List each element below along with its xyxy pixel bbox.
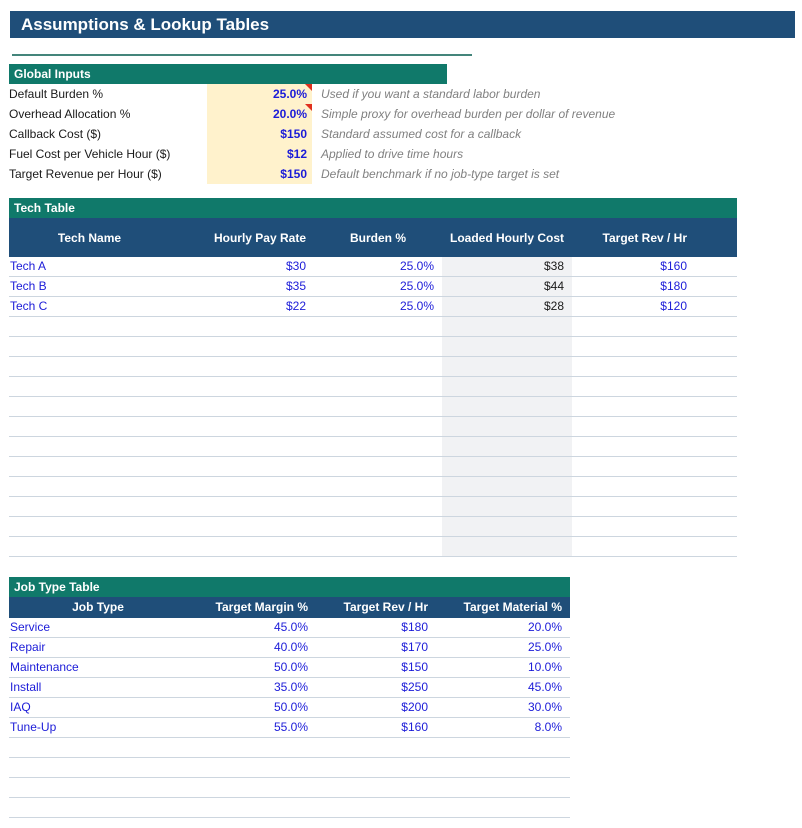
input-label: Default Burden % [9,87,104,101]
table-cell[interactable]: 25.0% [399,259,434,273]
empty-cell [695,457,728,476]
empty-cell [316,738,436,757]
empty-cell [170,537,314,556]
empty-cell [695,357,728,376]
empty-cell [314,497,442,516]
input-note: Simple proxy for overhead burden per dollar of revenue [321,107,616,121]
empty-cell [442,397,572,416]
empty-cell [572,457,695,476]
empty-row [9,758,570,778]
table-cell[interactable]: 25.0% [527,640,562,654]
empty-cell [695,377,728,396]
empty-cell [314,357,442,376]
global-input-row [9,84,789,104]
empty-cell [695,317,728,336]
tech-table-header-target-rev-hr: Target Rev / Hr [602,230,687,245]
empty-row [9,337,737,357]
input-value-cell[interactable]: $150 [207,164,312,184]
empty-cell [170,457,314,476]
tech-table-row [9,277,737,297]
empty-cell [187,758,316,777]
empty-row [9,317,737,337]
tech-table-header-loaded-hourly-cost: Loaded Hourly Cost [449,230,564,245]
table-cell[interactable]: $30 [285,259,306,273]
table-cell[interactable]: $200 [401,700,428,714]
tech-table-section-header: Tech Table [9,198,737,218]
table-cell[interactable]: $250 [401,680,428,694]
empty-cell [442,477,572,496]
tech-table-section [9,198,737,557]
job-type-table-section [9,577,570,818]
empty-cell [9,357,170,376]
table-cell[interactable]: 30.0% [527,700,562,714]
empty-cell [9,337,170,356]
global-input-row [9,124,789,144]
empty-cell [314,417,442,436]
empty-row [9,778,570,798]
tech-table-row [9,257,737,277]
input-note: Applied to drive time hours [321,147,464,161]
table-cell[interactable]: 20.0% [527,620,562,634]
table-cell[interactable]: Tech C [10,299,48,313]
table-cell[interactable] [695,277,728,296]
empty-cell [9,317,170,336]
table-cell[interactable]: $120 [660,299,687,313]
empty-cell [187,738,316,757]
table-cell[interactable]: 45.0% [527,680,562,694]
table-cell[interactable]: $160 [660,259,687,273]
input-value-cell[interactable]: 20.0% [207,104,312,124]
global-input-row [9,104,789,124]
empty-cell [442,517,572,536]
empty-cell [442,337,572,356]
input-value-cell[interactable]: $12 [207,144,312,164]
empty-cell [316,758,436,777]
job-table-header-target-margin: Target Margin % [215,600,308,614]
job-table-row [9,658,570,678]
empty-cell [572,337,695,356]
comment-indicator-icon [305,84,312,91]
table-cell[interactable]: Maintenance [10,660,79,674]
global-input-row [9,144,789,164]
input-label: Overhead Allocation % [9,107,131,121]
job-table-row [9,678,570,698]
global-inputs-rows [9,84,789,184]
tech-table-header-row [9,218,737,257]
job-table-row [9,718,570,738]
empty-cell [695,437,728,456]
table-cell[interactable]: Tune-Up [10,720,57,734]
empty-row [9,798,570,818]
table-cell[interactable] [695,257,728,276]
empty-cell [314,517,442,536]
comment-indicator-icon [305,104,312,111]
empty-cell [442,537,572,556]
empty-cell [9,457,170,476]
tech-table-header-tech-name: Tech Name [57,230,122,245]
empty-cell [695,477,728,496]
empty-cell [170,377,314,396]
empty-cell [436,758,570,777]
job-table-header-job-type: Job Type [72,600,124,614]
empty-cell [170,397,314,416]
empty-cell [436,798,570,817]
table-cell[interactable]: $38 [442,257,572,276]
empty-row [9,377,737,397]
empty-cell [442,417,572,436]
empty-row [9,437,737,457]
input-note: Standard assumed cost for a callback [321,127,522,141]
input-label: Target Revenue per Hour ($) [9,167,162,181]
empty-cell [314,397,442,416]
empty-cell [170,317,314,336]
table-cell[interactable]: 35.0% [273,680,308,694]
empty-cell [572,497,695,516]
empty-cell [187,778,316,797]
empty-cell [9,758,187,777]
empty-cell [9,377,170,396]
empty-cell [572,357,695,376]
table-cell[interactable]: $180 [401,620,428,634]
table-cell[interactable] [695,297,728,316]
empty-cell [170,437,314,456]
empty-cell [572,537,695,556]
empty-cell [9,738,187,757]
empty-cell [695,337,728,356]
table-cell[interactable]: 25.0% [399,299,434,313]
input-value-cell[interactable]: 25.0% [207,84,312,104]
table-cell[interactable]: 8.0% [534,720,562,734]
table-cell[interactable]: 50.0% [273,660,308,674]
tech-table-rows [9,257,737,557]
empty-cell [316,778,436,797]
empty-cell [436,738,570,757]
empty-row [9,738,570,758]
input-note: Default benchmark if no job-type target is set [321,167,560,181]
job-table-header-target-rev-hr: Target Rev / Hr [343,600,428,614]
empty-cell [695,497,728,516]
empty-cell [572,397,695,416]
empty-cell [170,497,314,516]
table-cell[interactable]: $28 [442,297,572,316]
table-cell[interactable]: $150 [401,660,428,674]
job-table-row [9,698,570,718]
table-cell[interactable]: 10.0% [527,660,562,674]
table-cell[interactable]: 55.0% [273,720,308,734]
page-title: Assumptions & Lookup Tables [10,11,795,38]
input-label: Fuel Cost per Vehicle Hour ($) [9,147,171,161]
title-divider [12,54,472,56]
table-cell[interactable]: Service [10,620,51,634]
empty-cell [170,357,314,376]
empty-cell [442,437,572,456]
empty-cell [9,397,170,416]
global-inputs-section-header: Global Inputs [9,64,447,84]
empty-row [9,457,737,477]
empty-cell [695,417,728,436]
job-type-table-rows [9,618,570,818]
empty-cell [9,497,170,516]
table-cell[interactable]: $180 [660,279,687,293]
empty-row [9,357,737,377]
table-cell[interactable]: IAQ [10,700,31,714]
empty-cell [9,778,187,797]
empty-cell [314,457,442,476]
empty-cell [442,377,572,396]
empty-cell [316,798,436,817]
input-value-cell[interactable]: $150 [207,124,312,144]
empty-cell [572,437,695,456]
empty-cell [9,517,170,536]
empty-row [9,397,737,417]
empty-cell [187,798,316,817]
input-label: Callback Cost ($) [9,127,102,141]
table-cell[interactable]: 40.0% [273,640,308,654]
job-table-row [9,638,570,658]
empty-cell [442,497,572,516]
table-cell[interactable]: $35 [285,279,306,293]
empty-cell [695,537,728,556]
empty-cell [572,517,695,536]
empty-cell [9,417,170,436]
empty-cell [572,477,695,496]
job-type-table-section-header: Job Type Table [9,577,570,597]
empty-cell [572,377,695,396]
empty-cell [572,417,695,436]
table-cell[interactable]: $44 [442,277,572,296]
empty-cell [695,397,728,416]
empty-cell [9,477,170,496]
empty-row [9,417,737,437]
table-cell[interactable]: Install [10,680,42,694]
table-cell[interactable]: $170 [401,640,428,654]
empty-cell [442,457,572,476]
empty-row [9,537,737,557]
empty-cell [9,537,170,556]
empty-cell [572,317,695,336]
table-cell[interactable]: 45.0% [273,620,308,634]
job-table-row [9,618,570,638]
global-input-row [9,164,789,184]
empty-cell [314,377,442,396]
empty-cell [314,537,442,556]
empty-cell [442,357,572,376]
job-type-table-header-row [9,597,570,618]
empty-row [9,497,737,517]
job-table-header-target-material: Target Material % [463,600,562,614]
empty-cell [170,517,314,536]
table-cell[interactable]: Tech B [10,279,47,293]
tech-table-row [9,297,737,317]
empty-cell [9,437,170,456]
table-cell[interactable]: 25.0% [399,279,434,293]
table-cell[interactable]: Tech A [10,259,47,273]
table-cell[interactable]: Repair [10,640,46,654]
empty-cell [9,798,187,817]
empty-cell [442,317,572,336]
empty-cell [170,477,314,496]
table-cell[interactable]: 50.0% [273,700,308,714]
empty-cell [436,778,570,797]
tech-table-header-burden: Burden % [349,230,406,245]
empty-row [9,517,737,537]
empty-cell [170,417,314,436]
tech-table-header-hourly-pay-rate: Hourly Pay Rate [213,230,306,245]
table-cell[interactable]: $22 [285,299,306,313]
empty-cell [170,337,314,356]
empty-cell [314,317,442,336]
table-cell[interactable]: $160 [401,720,428,734]
input-note: Used if you want a standard labor burden [321,87,541,101]
empty-cell [695,517,728,536]
empty-cell [314,477,442,496]
empty-cell [314,437,442,456]
empty-cell [314,337,442,356]
empty-row [9,477,737,497]
global-inputs-section [9,64,789,184]
